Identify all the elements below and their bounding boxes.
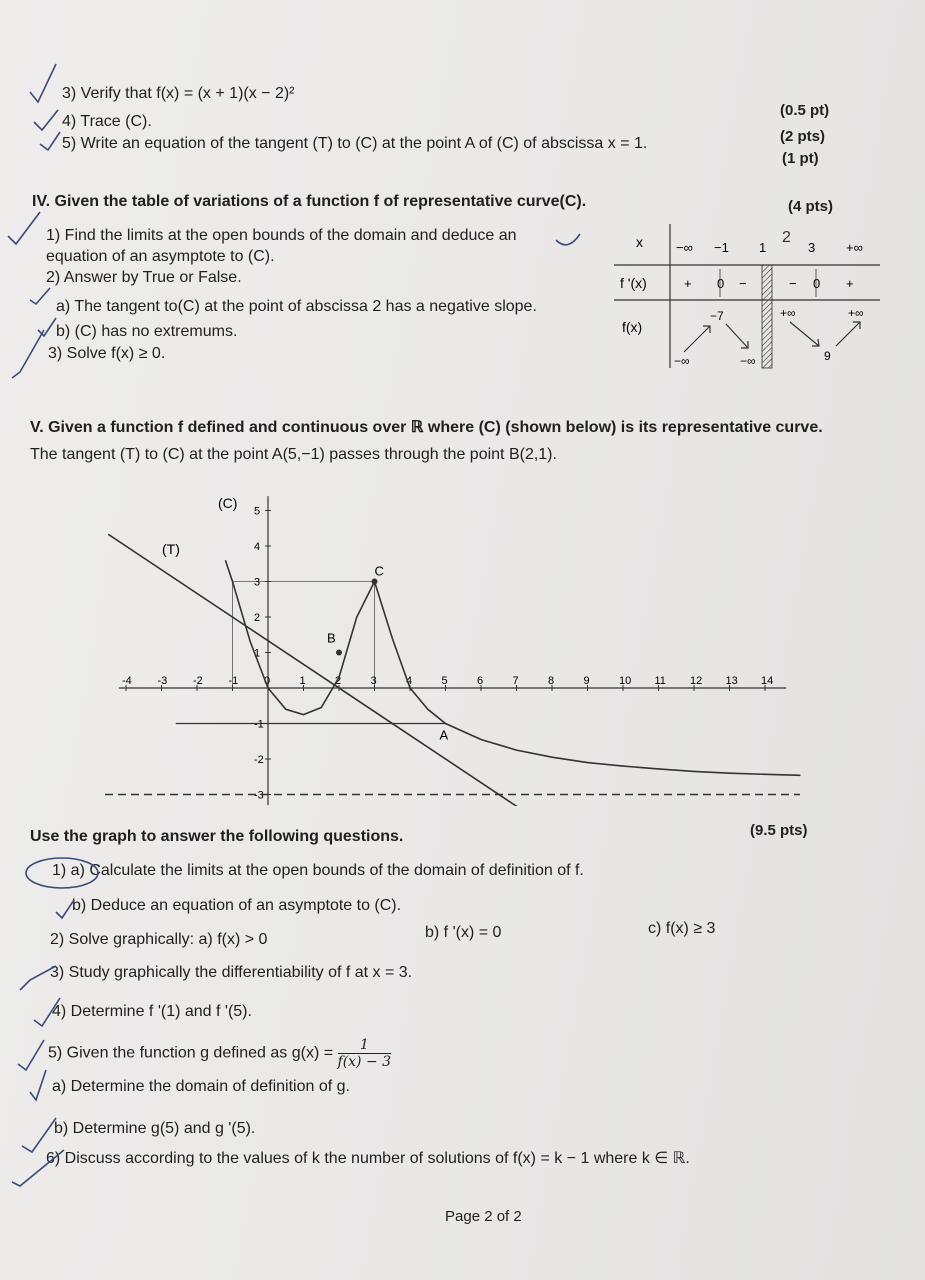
question-v-4: 4) Determine f '(1) and f '(5).	[52, 1003, 252, 1020]
table-f-1: −7	[710, 309, 724, 323]
points-iv: (4 pts)	[788, 198, 833, 215]
table-f-4: 9	[824, 349, 831, 363]
g-numerator: 1	[338, 1037, 392, 1054]
y-tick-label: 4	[254, 541, 261, 553]
question-v-5b: b) Determine g(5) and g '(5).	[54, 1120, 256, 1137]
table-x-label: x	[636, 234, 643, 250]
label-t: (T)	[162, 541, 180, 557]
use-graph-instruction: Use the graph to answer the following questions.	[30, 828, 404, 845]
table-x-2: 1	[759, 240, 767, 255]
x-tick-label: 4	[406, 675, 413, 687]
x-tick-label: 12	[690, 675, 703, 687]
point-a-label: A	[439, 727, 449, 743]
point-b-label: B	[327, 630, 336, 646]
points-iii-3: (0.5 pt)	[780, 102, 830, 119]
x-tick-label: -3	[157, 675, 168, 687]
question-iv-2a: a) The tangent to(C) at the point of abscissa 2 has a negative slope.	[56, 298, 537, 315]
x-tick-label: -2	[193, 675, 203, 687]
question-v-2c: c) f(x) ≥ 3	[648, 920, 716, 937]
question-v-2a: 2) Solve graphically: a) f(x) > 0	[50, 931, 268, 948]
points-iii-5: (1 pt)	[782, 150, 819, 167]
table-sign-2: −	[739, 276, 747, 291]
y-tick-label: -1	[254, 718, 264, 731]
question-v-3: 3) Study graphically the differentiability of f at x = 3.	[50, 964, 413, 981]
part-v-intro-2: The tangent (T) to (C) at the point A(5,−1) passes through the point B(2,1).	[30, 446, 557, 463]
points-v: (9.5 pts)	[750, 822, 808, 839]
x-tick-label: 3	[370, 675, 377, 687]
y-tick-label: -2	[254, 754, 264, 766]
question-iv-3: 3) Solve f(x) ≥ 0.	[48, 345, 166, 362]
point-c	[372, 579, 378, 585]
table-sign-4: 0	[813, 276, 821, 291]
table-f-2: −∞	[740, 354, 756, 368]
question-iii-5: 5) Write an equation of the tangent (T) to (C) at the point A of (C) of abscissa x = 1.	[62, 135, 648, 152]
table-x-1: −1	[714, 240, 729, 255]
x-tick-label: 7	[512, 675, 519, 687]
x-tick-label: -4	[122, 675, 132, 687]
part-v-intro-1: V. Given a function f defined and continuous over ℝ where (C) (shown below) is its representative curve.	[30, 419, 823, 436]
table-f-5: +∞	[848, 306, 864, 320]
table-f-0: −∞	[674, 354, 690, 368]
question-v-1a: 1) a) Calculate the limits at the open bounds of the domain of definition of f.	[52, 862, 584, 879]
y-tick-label: 2	[254, 612, 261, 624]
table-fp-label: f '(x)	[620, 275, 647, 291]
g-denominator: f(x) − 3	[337, 1054, 392, 1070]
table-hand-mark: 2	[782, 229, 791, 246]
question-v-5	[48, 1037, 391, 1070]
y-tick-label: 1	[254, 647, 261, 660]
function-graph	[100, 484, 810, 806]
page-footer: Page 2 of 2	[445, 1208, 522, 1225]
question-iv-1a: 1) Find the limits at the open bounds of the domain and deduce an	[46, 227, 517, 244]
y-tick-label: 3	[254, 576, 261, 589]
x-tick-label: -1	[228, 675, 239, 687]
x-tick-label: 6	[477, 675, 484, 687]
table-sign-1: 0	[717, 276, 725, 291]
tangent-t	[108, 534, 570, 806]
point-c-label: C	[374, 563, 384, 579]
x-tick-label: 10	[619, 675, 632, 687]
points-iii-4: (2 pts)	[780, 128, 825, 145]
x-tick-label: 8	[548, 675, 555, 687]
y-tick-label: -3	[254, 789, 264, 802]
table-x-4: +∞	[846, 240, 863, 255]
table-x-0: −∞	[676, 240, 693, 255]
question-iv-2b: b) (C) has no extremums.	[56, 323, 238, 340]
question-v-6: 6) Discuss according to the values of k the number of solutions of f(x) = k − 1 where k ∈ ℝ.	[46, 1150, 690, 1167]
x-tick-label: 5	[441, 675, 448, 687]
table-x-3: 3	[808, 240, 816, 255]
point-b	[336, 650, 342, 656]
x-tick-label: 0	[264, 675, 271, 687]
curve-c	[225, 560, 800, 775]
table-sign-5: +	[846, 276, 854, 291]
x-tick-label: 1	[299, 675, 306, 687]
label-c: (C)	[218, 495, 238, 511]
table-sign-3: −	[789, 276, 797, 291]
x-tick-label: 2	[335, 675, 342, 687]
part-iv-title: IV. Given the table of variations of a function f of representative curve(C).	[32, 193, 587, 210]
x-tick-label: 14	[761, 675, 774, 687]
table-f-3: +∞	[780, 306, 796, 320]
question-iv-2: 2) Answer by True or False.	[46, 269, 242, 286]
x-tick-label: 11	[654, 675, 666, 687]
x-tick-label: 13	[725, 675, 738, 687]
question-iii-4: 4) Trace (C).	[62, 113, 152, 130]
question-v-1b: b) Deduce an equation of an asymptote to (C).	[72, 897, 402, 914]
question-v-2b: b) f '(x) = 0	[425, 924, 502, 941]
question-v-5a: a) Determine the domain of definition of g.	[52, 1078, 350, 1095]
y-tick-label: 5	[254, 505, 261, 518]
question-v-5-lead: 5) Given the function g defined as g(x) =	[48, 1044, 334, 1062]
x-tick-label: 9	[583, 675, 590, 687]
g-fraction	[338, 1037, 392, 1070]
variation-table	[614, 222, 884, 372]
table-f-label: f(x)	[622, 319, 643, 335]
question-iv-1b: equation of an asymptote to (C).	[46, 248, 275, 265]
table-sign-0: +	[684, 276, 692, 291]
question-iii-3: 3) Verify that f(x) = (x + 1)(x − 2)²	[62, 85, 295, 102]
